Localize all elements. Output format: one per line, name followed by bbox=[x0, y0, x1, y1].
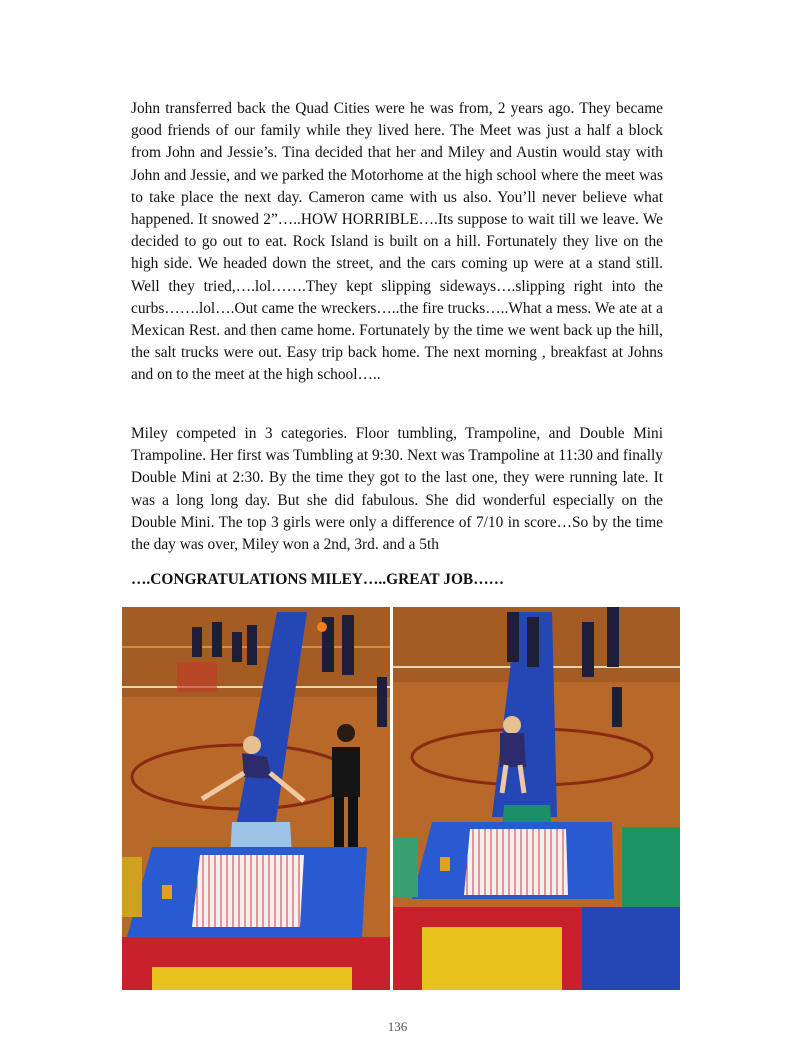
photo-right-double-mini-jump bbox=[393, 607, 680, 990]
story-paragraph-2: Miley competed in 3 categories. Floor tumbling, Trampoline, and Double Mini Trampoline. Her first was Tumbling at 9:30. Next was Trampoline at 11:30 and finally Double Mini at 2:30. By the time they got to the last one, they were running late. It was a long long day. But she did fabulous. She did wonderful especially on the Double Mini. The top 3 girls were only a difference of 7/10 in score…So by the time the day was over, Miley won a 2nd, 3rd. and a 5th bbox=[131, 425, 663, 554]
gymnastics-photo-collage bbox=[122, 607, 680, 990]
page-number: 136 bbox=[387, 1019, 408, 1034]
congratulations-line: ….CONGRATULATIONS MILEY…..GREAT JOB…… bbox=[131, 571, 504, 588]
story-paragraph-1: John transferred back the Quad Cities were he was from, 2 years ago. They became good friends of our family while they lived here. The Meet was just a half a block from John and Jessie’s. Tina decided that her and Miley and Austin would stay with John and Jessie, and we parked the Motorhome at the high school where the meet was to take place the next day. Cameron came with us also. You’ll never believe what happened. It snowed 2”…..HOW HORRIBLE….Its suppose to wait till we leave. We decided to go out to eat. Rock Island is built on a hill. Fortunately they live on the high side. We headed down the street, and the cars coming up were at a stand still. Well they tried,….lol…….They kept slipping sideways….slipping right into the curbs…….lol….Out came the wreckers…..the fire trucks…..What a mess. We ate at a Mexican Rest. and then came home. Fortunately by the time we went back up the hill, the salt trucks were out. Easy trip back home. The next morning , breakfast at Johns and on to the meet at the high school….. bbox=[131, 100, 663, 384]
photo-left-double-mini-jump bbox=[122, 607, 390, 990]
